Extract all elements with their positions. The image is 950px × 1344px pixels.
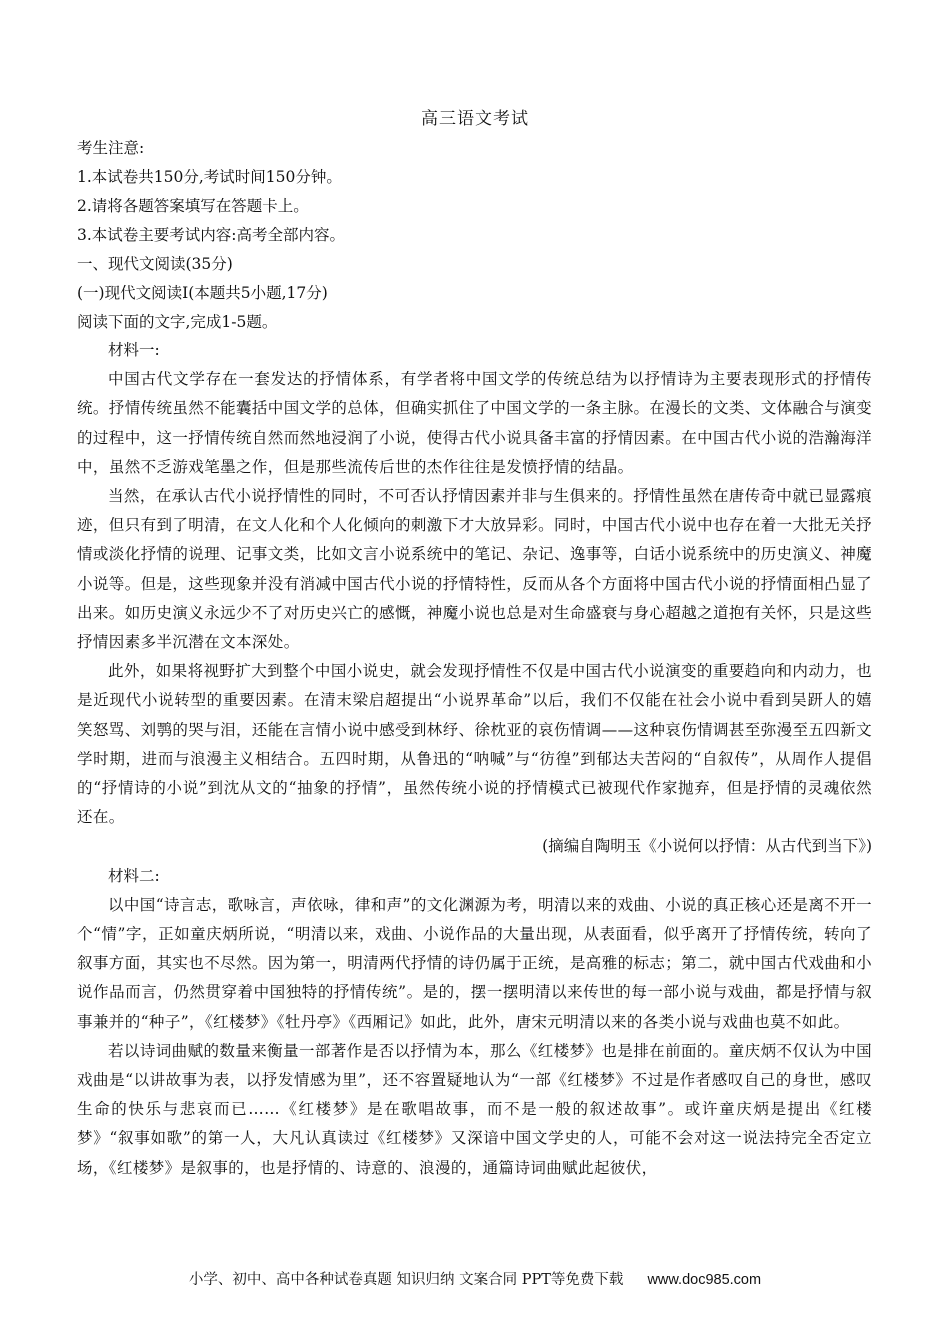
section-subtitle: (一)现代文阅读Ⅰ(本题共5小题,17分) [77, 284, 328, 302]
material-source: (摘编自陶明玉《小说何以抒情：从古代到当下》) [542, 837, 872, 856]
reading-material [77, 336, 872, 1183]
exam-notes [77, 134, 877, 337]
section-title: 一、现代文阅读(35分) [77, 255, 233, 273]
section-instruction: 阅读下面的文字,完成1-5题。 [77, 313, 278, 331]
material-paragraph: 中国古代文学存在一套发达的抒情体系，有学者将中国文学的传统总结为以抒情诗为主要表现形式的抒情传统。抒情传统虽然不能囊括中国文学的总体，但确实抓住了中国文学的一条主脉。在漫长的文类、文体融合与演变的过程中，这一抒情传统自然而然地浸润了小说，使得古代小说具备丰富的抒情因素。在中国古代小说的浩瀚海洋中，虽然不乏游戏笔墨之作，但是那些流传后世的杰作往往是发愤抒情的结晶。 [77, 370, 873, 476]
material-one-label: 材料一: [108, 341, 160, 359]
notes-item: 1.本试卷共150分,考试时间150分钟。 [77, 168, 342, 186]
footer-text: 小学、初中、高中各种试卷真题 知识归纳 文案合同 PPT等免费下载 [188, 1272, 624, 1288]
footer-site-link[interactable]: www.doc985.com [647, 1272, 762, 1288]
material-paragraph: 以中国“诗言志，歌咏言，声依咏，律和声”的文化渊源为考，明清以来的戏曲、小说的真正核心还是离不开一个“情”字，正如童庆炳所说，“明清以来，戏曲、小说作品的大量出现，从表面看，似乎离开了抒情传统，转向了叙事方面，其实也不尽然。因为第一，明清两代抒情的诗仍属于正统，是高雅的标志；第二，就中国古代戏曲和小说作品而言，仍然贯穿着中国独特的抒情传统”。是的，摆一摆明清以来传世的每一部小说与戏曲，都是抒情与叙事兼并的“种子”，《红楼梦》《牡丹亭》《西厢记》如此，此外，唐宋元明清以来的各类小说与戏曲也莫不如此。 [77, 895, 873, 1031]
material-two-label: 材料二: [108, 866, 160, 885]
page-footer [0, 1268, 950, 1289]
page-title: 高三语文考试 [421, 109, 529, 129]
notes-item: 3.本试卷主要考试内容:高考全部内容。 [77, 226, 346, 244]
notes-heading: 考生注意: [77, 139, 145, 157]
material-paragraph: 此外，如果将视野扩大到整个中国小说史，就会发现抒情性不仅是中国古代小说演变的重要趋向和内动力，也是近现代小说转型的重要因素。在清末梁启超提出“小说界革命”以后，我们不仅能在社会小说中看到吴趼人的嬉笑怒骂、刘鹗的哭与泪，还能在言情小说中感受到林纾、徐枕亚的哀伤情调——这种哀伤情调甚至弥漫至五四新文学时期，进而与浪漫主义相结合。五四时期，从鲁迅的“呐喊”与“彷徨”到郁达夫苦闷的“自叙传”，从周作人提倡的“抒情诗的小说”到沈从文的“抽象的抒情”，虽然传统小说的抒情模式已被现代作家抛弃，但是抒情的灵魂依然还在。 [77, 662, 873, 827]
material-paragraph: 当然，在承认古代小说抒情性的同时，不可否认抒情因素并非与生俱来的。抒情性虽然在唐传奇中就已显露痕迹，但只有到了明清，在文人化和个人化倾向的刺激下才大放异彩。同时，中国古代小说中也存在着一大批无关抒情或淡化抒情的说理、记事文类，比如文言小说系统中的笔记、杂记、逸事等，白话小说系统中的历史演义、神魔小说等。但是，这些现象并没有消减中国古代小说的抒情特性，反而从各个方面将中国古代小说的抒情面相凸显了出来。如历史演义永远少不了对历史兴亡的感慨，神魔小说也总是对生命盛衰与身心超越之道抱有关怀，只是这些抒情因素多半沉潜在文本深处。 [77, 487, 873, 652]
notes-item: 2.请将各题答案填写在答题卡上。 [77, 197, 309, 215]
material-paragraph: 若以诗词曲赋的数量来衡量一部著作是否以抒情为本，那么《红楼梦》也是排在前面的。童庆炳不仅认为中国戏曲是“以讲故事为表，以抒发情感为里”，还不容置疑地认为“一部《红楼梦》不过是作者感叹自己的身世，感叹生命的快乐与悲哀而已……《红楼梦》是在歌唱故事，而不是一般的叙述故事”。或许童庆炳是提出《红楼梦》“叙事如歌”的第一人，大凡认真读过《红楼梦》又深谙中国文学史的人，可能不会对这一说法持完全否定立场，《红楼梦》是叙事的，也是抒情的、诗意的、浪漫的，通篇诗词曲赋此起彼伏， [77, 1041, 872, 1177]
